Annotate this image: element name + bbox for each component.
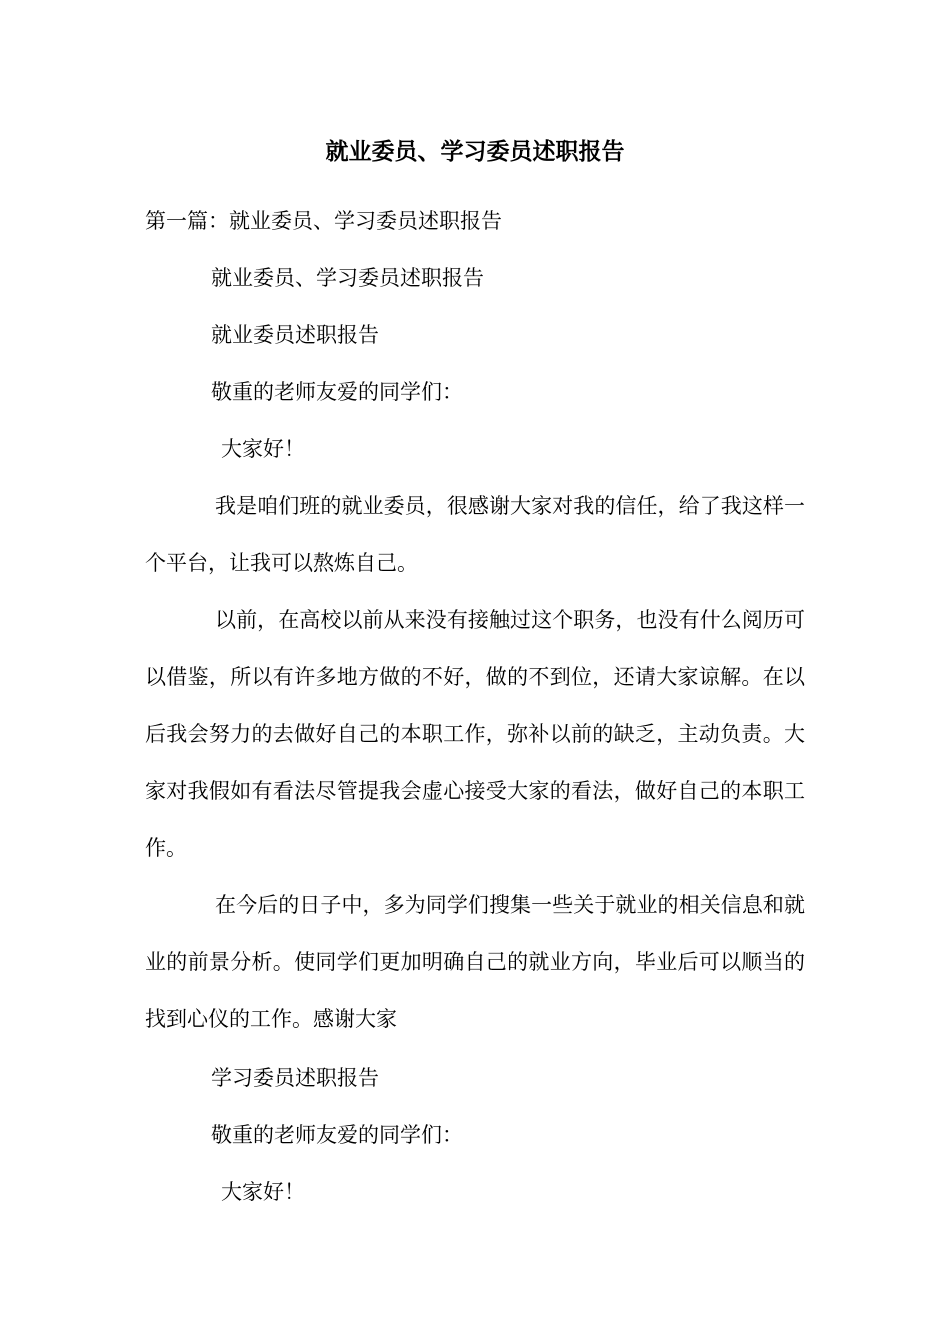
section-title-study: 学习委员述职报告 <box>211 1066 379 1090</box>
subtitle: 就业委员、学习委员述职报告 <box>211 266 484 290</box>
greeting-2: 大家好！ <box>221 1180 305 1204</box>
chapter-heading: 第一篇：就业委员、学习委员述职报告 <box>145 209 502 233</box>
section-title-employment: 就业委员述职报告 <box>211 323 379 347</box>
salutation-2: 敬重的老师友爱的同学们： <box>211 1123 463 1147</box>
paragraph-plans: 在今后的日子中，多为同学们搜集一些关于就业的相关信息和就业的前景分析。使同学们更加明确自己的就业方向，毕业后可以顺当的找到心仪的工作。感谢大家 <box>145 893 805 1031</box>
salutation: 敬重的老师友爱的同学们： <box>211 380 463 404</box>
document-title: 就业委员、学习委员述职报告 <box>325 138 625 165</box>
greeting: 大家好！ <box>221 437 305 461</box>
paragraph-intro: 我是咱们班的就业委员，很感谢大家对我的信任，给了我这样一个平台，让我可以熬炼自己。 <box>145 494 805 575</box>
paragraph-experience: 以前，在高校以前从来没有接触过这个职务，也没有什么阅历可以借鉴，所以有许多地方做的不好，做的不到位，还请大家谅解。在以后我会努力的去做好自己的本职工作，弥补以前的缺乏，主动负责。大家对我假如有看法尽管提我会虚心接受大家的看法，做好自己的本职工作。 <box>145 608 805 860</box>
